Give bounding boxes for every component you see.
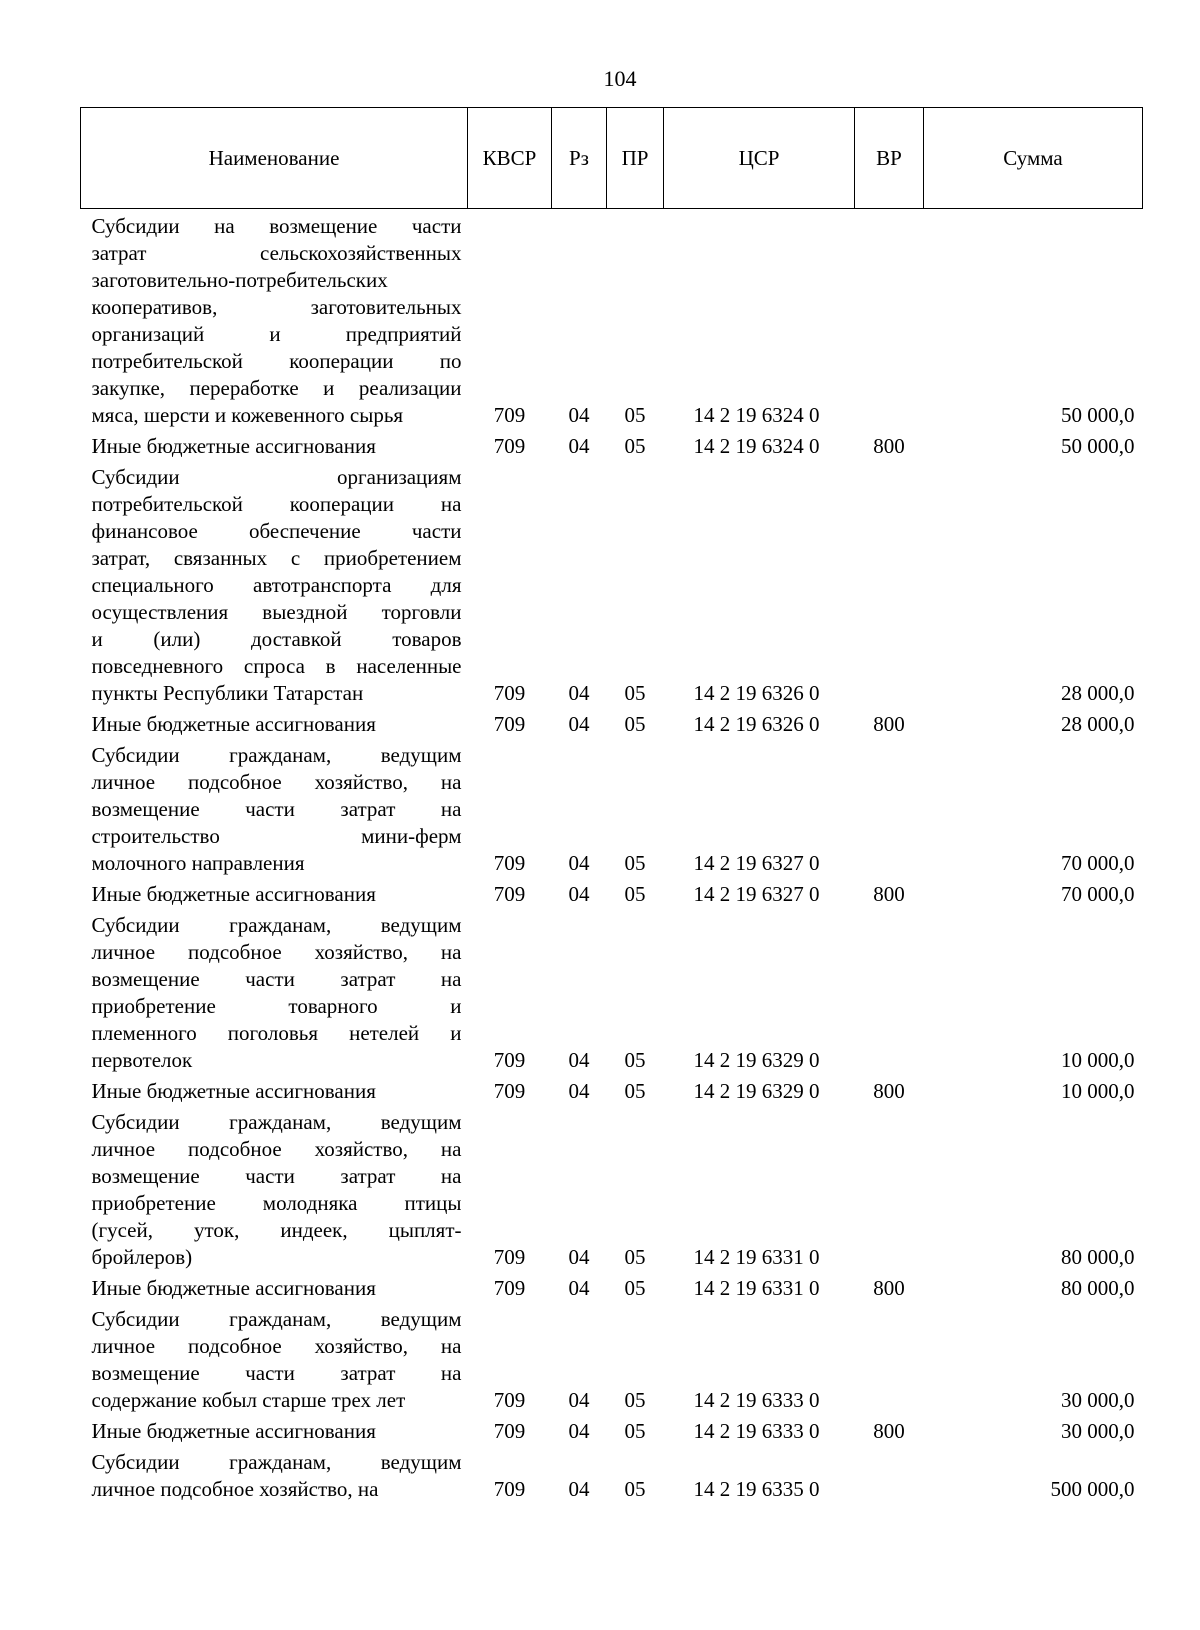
row-csr: 14 2 19 6329 0 bbox=[693, 1048, 820, 1072]
row-name-line: Субсидии организациям bbox=[91, 465, 462, 489]
row-name-line: личное подсобное хозяйство, на bbox=[91, 1137, 462, 1161]
row-pr: 05 bbox=[624, 1048, 646, 1072]
row-csr: 14 2 19 6326 0 bbox=[693, 712, 820, 736]
row-name-line: Иные бюджетные ассигнования bbox=[91, 1276, 376, 1300]
table-row bbox=[81, 460, 1143, 707]
row-name-line: Субсидии гражданам, ведущим bbox=[91, 1110, 462, 1134]
row-vr: 800 bbox=[873, 712, 905, 736]
row-name-line: закупке, переработке и реализации bbox=[91, 376, 462, 400]
row-kvsr: 709 bbox=[493, 1079, 526, 1103]
row-sum: 80 000,0 bbox=[1061, 1245, 1135, 1269]
row-pr: 05 bbox=[624, 712, 646, 736]
row-name-line: личное подсобное хозяйство, на bbox=[91, 1334, 462, 1358]
row-pr: 05 bbox=[624, 1419, 646, 1443]
row-kvsr: 709 bbox=[493, 1388, 526, 1412]
table-row bbox=[81, 429, 1143, 460]
row-rz: 04 bbox=[568, 403, 590, 427]
row-name bbox=[81, 1445, 468, 1503]
row-rz: 04 bbox=[568, 1245, 590, 1269]
row-name-line: заготовительно-потребительских bbox=[91, 268, 388, 292]
row-sum: 80 000,0 bbox=[1061, 1276, 1135, 1300]
row-csr: 14 2 19 6331 0 bbox=[693, 1245, 820, 1269]
row-name-line: Субсидии гражданам, ведущим bbox=[91, 743, 462, 767]
row-name-line: приобретение молодняка птицы bbox=[91, 1191, 462, 1215]
row-name-line: пункты Республики Татарстан bbox=[91, 681, 364, 705]
row-name bbox=[81, 1271, 468, 1302]
row-vr: 800 bbox=[873, 434, 905, 458]
row-name-line: бройлеров) bbox=[91, 1245, 193, 1269]
row-name-line: потребительской кооперации по bbox=[91, 349, 462, 373]
table-row bbox=[81, 707, 1143, 738]
header-vr: ВР bbox=[855, 108, 924, 209]
table-row bbox=[81, 1105, 1143, 1271]
row-pr: 05 bbox=[624, 851, 646, 875]
row-kvsr: 709 bbox=[493, 851, 526, 875]
row-name-line: содержание кобыл старше трех лет bbox=[91, 1388, 406, 1412]
row-vr bbox=[855, 738, 924, 877]
row-kvsr: 709 bbox=[493, 1245, 526, 1269]
row-kvsr: 709 bbox=[493, 1477, 526, 1501]
row-name bbox=[81, 877, 468, 908]
header-name: Наименование bbox=[81, 108, 468, 209]
header-pr: ПР bbox=[607, 108, 664, 209]
row-kvsr: 709 bbox=[493, 882, 526, 906]
row-name-line: молочного направления bbox=[91, 851, 305, 875]
row-name-line: строительство мини-ферм bbox=[91, 824, 462, 848]
row-name bbox=[81, 460, 468, 707]
row-name-line: приобретение товарного и bbox=[91, 994, 462, 1018]
row-name-line: (гусей, уток, индеек, цыплят- bbox=[91, 1218, 462, 1242]
row-name bbox=[81, 908, 468, 1074]
row-name-line: потребительской кооперации на bbox=[91, 492, 462, 516]
row-name-line: повседневного спроса в населенные bbox=[91, 654, 462, 678]
row-name bbox=[81, 1074, 468, 1105]
row-name-line: Субсидии гражданам, ведущим bbox=[91, 1307, 462, 1331]
row-csr: 14 2 19 6331 0 bbox=[693, 1276, 820, 1300]
row-rz: 04 bbox=[568, 1048, 590, 1072]
row-pr: 05 bbox=[624, 1079, 646, 1103]
row-kvsr: 709 bbox=[493, 712, 526, 736]
row-rz: 04 bbox=[568, 712, 590, 736]
header-rz: Рз bbox=[552, 108, 607, 209]
row-rz: 04 bbox=[568, 1477, 590, 1501]
row-name bbox=[81, 738, 468, 877]
row-csr: 14 2 19 6333 0 bbox=[693, 1388, 820, 1412]
row-name-line: возмещение части затрат на bbox=[91, 1164, 462, 1188]
table-body bbox=[81, 209, 1143, 1504]
row-pr: 05 bbox=[624, 1388, 646, 1412]
row-name bbox=[81, 1105, 468, 1271]
row-sum: 28 000,0 bbox=[1061, 712, 1135, 736]
row-csr: 14 2 19 6335 0 bbox=[693, 1477, 820, 1501]
row-name-line: личное подсобное хозяйство, на bbox=[91, 1477, 379, 1501]
row-rz: 04 bbox=[568, 882, 590, 906]
row-csr: 14 2 19 6333 0 bbox=[693, 1419, 820, 1443]
row-vr: 800 bbox=[873, 1276, 905, 1300]
row-name-line: возмещение части затрат на bbox=[91, 797, 462, 821]
row-name-line: племенного поголовья нетелей и bbox=[91, 1021, 462, 1045]
row-rz: 04 bbox=[568, 851, 590, 875]
row-csr: 14 2 19 6327 0 bbox=[693, 882, 820, 906]
row-name-line: личное подсобное хозяйство, на bbox=[91, 940, 462, 964]
row-name-line: Иные бюджетные ассигнования bbox=[91, 1079, 376, 1103]
row-pr: 05 bbox=[624, 1245, 646, 1269]
table-row bbox=[81, 908, 1143, 1074]
table-row bbox=[81, 1074, 1143, 1105]
page-number: 104 bbox=[603, 66, 637, 91]
row-name-line: затрат, связанных с приобретением bbox=[91, 546, 462, 570]
table-row bbox=[81, 1414, 1143, 1445]
row-name-line: Иные бюджетные ассигнования bbox=[91, 1419, 376, 1443]
row-pr: 05 bbox=[624, 1276, 646, 1300]
row-kvsr: 709 bbox=[493, 403, 526, 427]
row-sum: 28 000,0 bbox=[1061, 681, 1135, 705]
row-name-line: и (или) доставкой товаров bbox=[91, 627, 462, 651]
row-vr bbox=[855, 209, 924, 430]
row-name bbox=[81, 1302, 468, 1414]
row-rz: 04 bbox=[568, 1079, 590, 1103]
row-name-line: кооперативов, заготовительных bbox=[91, 295, 462, 319]
row-name-line: личное подсобное хозяйство, на bbox=[91, 770, 462, 794]
row-name-line: первотелок bbox=[91, 1048, 193, 1072]
row-sum: 30 000,0 bbox=[1061, 1388, 1135, 1412]
row-name bbox=[81, 429, 468, 460]
row-sum: 50 000,0 bbox=[1061, 434, 1135, 458]
row-sum: 10 000,0 bbox=[1061, 1048, 1135, 1072]
row-vr bbox=[855, 1445, 924, 1503]
row-name-line: возмещение части затрат на bbox=[91, 1361, 462, 1385]
row-pr: 05 bbox=[624, 882, 646, 906]
row-name-line: Иные бюджетные ассигнования bbox=[91, 882, 376, 906]
row-vr bbox=[855, 1105, 924, 1271]
row-sum: 70 000,0 bbox=[1061, 882, 1135, 906]
header-row bbox=[81, 108, 1143, 209]
row-name bbox=[81, 707, 468, 738]
row-kvsr: 709 bbox=[493, 434, 526, 458]
row-vr: 800 bbox=[873, 1419, 905, 1443]
header-kvsr: КВСР bbox=[468, 108, 552, 209]
row-csr: 14 2 19 6326 0 bbox=[693, 681, 820, 705]
row-vr bbox=[855, 1302, 924, 1414]
table-row bbox=[81, 877, 1143, 908]
row-rz: 04 bbox=[568, 1388, 590, 1412]
row-name-line: Субсидии гражданам, ведущим bbox=[91, 913, 462, 937]
row-csr: 14 2 19 6324 0 bbox=[693, 434, 820, 458]
table-row bbox=[81, 1302, 1143, 1414]
row-name-line: специального автотранспорта для bbox=[91, 573, 462, 597]
row-csr: 14 2 19 6327 0 bbox=[693, 851, 820, 875]
row-name-line: затрат сельскохозяйственных bbox=[91, 241, 462, 265]
row-rz: 04 bbox=[568, 681, 590, 705]
table-row bbox=[81, 738, 1143, 877]
row-name-line: мяса, шерсти и кожевенного сырья bbox=[91, 403, 404, 427]
row-kvsr: 709 bbox=[493, 1276, 526, 1300]
budget-table bbox=[80, 107, 1143, 1503]
row-name-line: Иные бюджетные ассигнования bbox=[91, 712, 376, 736]
row-kvsr: 709 bbox=[493, 1419, 526, 1443]
table-row bbox=[81, 1271, 1143, 1302]
row-kvsr: 709 bbox=[493, 1048, 526, 1072]
row-rz: 04 bbox=[568, 1419, 590, 1443]
row-kvsr: 709 bbox=[493, 681, 526, 705]
row-sum: 10 000,0 bbox=[1061, 1079, 1135, 1103]
row-vr: 800 bbox=[873, 1079, 905, 1103]
row-sum: 70 000,0 bbox=[1061, 851, 1135, 875]
row-name bbox=[81, 1414, 468, 1445]
row-rz: 04 bbox=[568, 434, 590, 458]
row-sum: 50 000,0 bbox=[1061, 403, 1135, 427]
row-name-line: организаций и предприятий bbox=[91, 322, 462, 346]
row-name-line: Иные бюджетные ассигнования bbox=[91, 434, 376, 458]
row-name-line: Субсидии на возмещение части bbox=[91, 214, 462, 238]
row-sum: 500 000,0 bbox=[1050, 1477, 1135, 1501]
row-pr: 05 bbox=[624, 681, 646, 705]
row-pr: 05 bbox=[624, 434, 646, 458]
row-name-line: финансовое обеспечение части bbox=[91, 519, 462, 543]
row-pr: 05 bbox=[624, 403, 646, 427]
table-row bbox=[81, 1445, 1143, 1503]
row-vr bbox=[855, 908, 924, 1074]
row-name-line: осуществления выездной торговли bbox=[91, 600, 462, 624]
header-sum: Сумма bbox=[924, 108, 1143, 209]
row-csr: 14 2 19 6329 0 bbox=[693, 1079, 820, 1103]
row-vr: 800 bbox=[873, 882, 905, 906]
header-csr: ЦСР bbox=[664, 108, 855, 209]
row-rz: 04 bbox=[568, 1276, 590, 1300]
row-name-line: возмещение части затрат на bbox=[91, 967, 462, 991]
row-sum: 30 000,0 bbox=[1061, 1419, 1135, 1443]
row-csr: 14 2 19 6324 0 bbox=[693, 403, 820, 427]
table-row bbox=[81, 209, 1143, 430]
row-vr bbox=[855, 460, 924, 707]
row-name-line: Субсидии гражданам, ведущим bbox=[91, 1450, 462, 1474]
row-pr: 05 bbox=[624, 1477, 646, 1501]
row-name bbox=[81, 209, 468, 430]
